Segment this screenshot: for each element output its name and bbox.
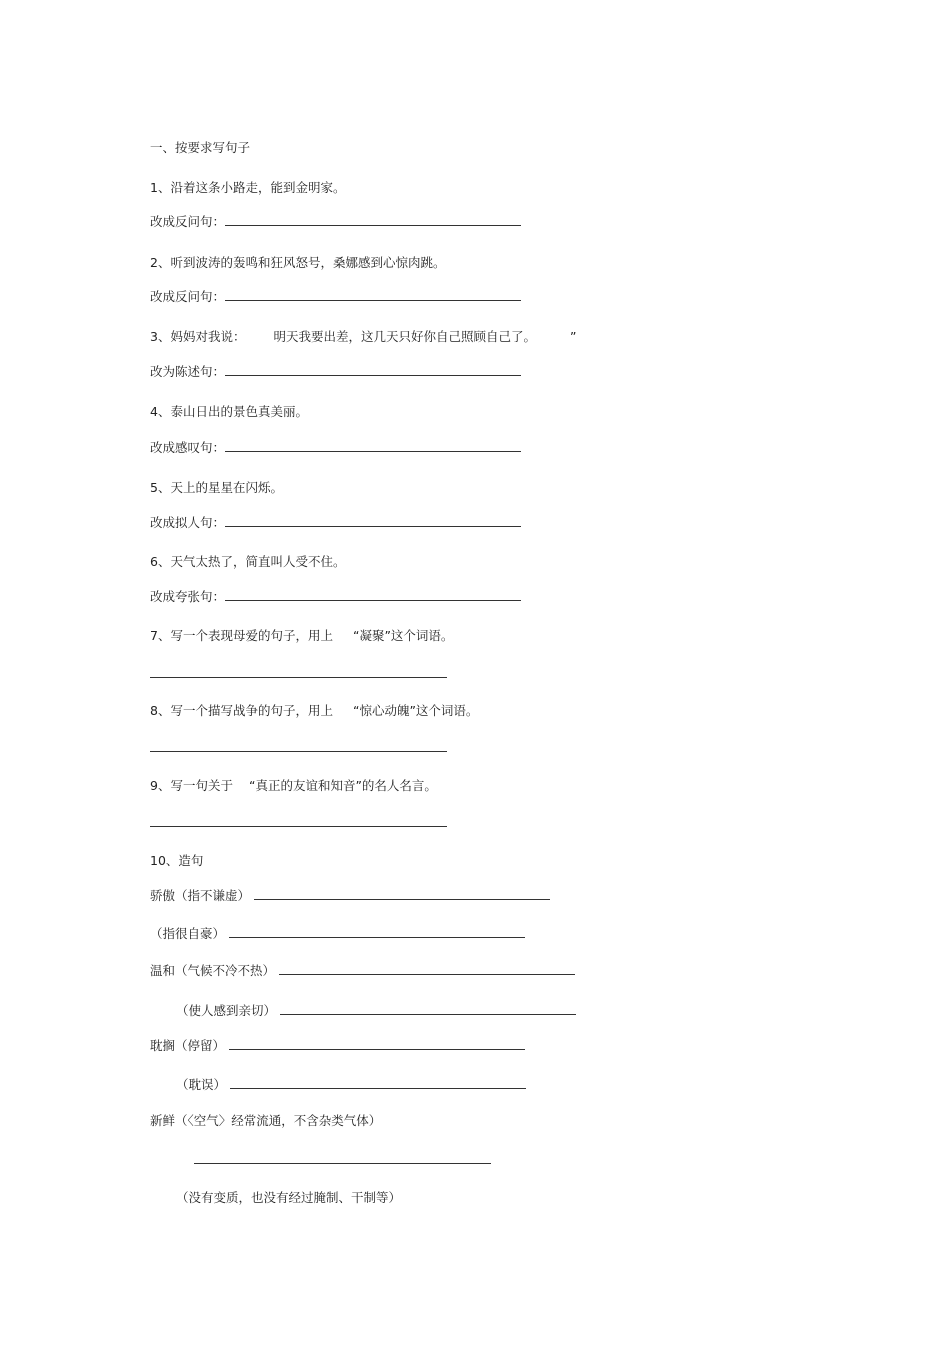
answer-blank[interactable] [225, 215, 521, 226]
task-label: 改为陈述句： [150, 364, 226, 379]
question-3-quote: 明天我要出差，这几天只好你自己照顾自己了。 [273, 329, 536, 344]
task-label: 改成感叹句： [150, 440, 226, 455]
question-3-task [150, 364, 521, 380]
section-heading: 一、按要求写句子 [150, 140, 251, 155]
question-4-task [150, 440, 521, 456]
answer-blank[interactable] [225, 441, 521, 452]
sentence-wenhe-1 [150, 963, 575, 979]
answer-blank[interactable] [225, 516, 521, 527]
question-5: 5、天上的星星在闪烁。 [150, 480, 283, 495]
word-label: （使人感到亲切） [176, 1003, 277, 1018]
answer-line[interactable] [150, 826, 447, 827]
answer-blank[interactable] [254, 889, 550, 900]
answer-blank[interactable] [229, 1039, 525, 1050]
word-label: （指很自豪） [150, 926, 226, 941]
question-3-close-quote: ” [569, 329, 577, 344]
word-label: （耽误） [176, 1077, 227, 1092]
answer-blank[interactable] [279, 964, 575, 975]
word-label: 耽搁（停留） [150, 1038, 226, 1053]
question-7-prefix: 7、写一个表现母爱的句子，用上 [150, 628, 333, 643]
word-label: 温和（气候不冷不热） [150, 963, 276, 978]
answer-blank[interactable] [280, 1004, 576, 1015]
question-6-task [150, 589, 521, 605]
answer-line[interactable] [194, 1163, 491, 1164]
task-label: 改成拟人句： [150, 515, 226, 530]
question-9 [150, 778, 437, 794]
answer-line[interactable] [150, 677, 447, 678]
sentence-jiaoao-2 [150, 926, 525, 942]
answer-blank[interactable] [229, 927, 525, 938]
answer-blank[interactable] [225, 290, 521, 301]
answer-blank[interactable] [225, 365, 521, 376]
question-6: 6、天气太热了，简直叫人受不住。 [150, 554, 346, 569]
question-1: 1、沿着这条小路走，能到金明家。 [150, 180, 346, 195]
sentence-xinxian-2: （没有变质，也没有经过腌制、干制等） [176, 1190, 402, 1205]
question-2: 2、听到波涛的轰鸣和狂风怒号，桑娜感到心惊肉跳。 [150, 255, 446, 270]
question-7-word: “凝聚”这个词语。 [352, 628, 454, 643]
question-1-task [150, 214, 521, 230]
question-8-word: “惊心动魄”这个词语。 [352, 703, 479, 718]
task-label: 改成夸张句： [150, 589, 226, 604]
question-3 [150, 329, 576, 345]
question-7 [150, 628, 453, 644]
question-3-prefix: 3、妈妈对我说： [150, 329, 246, 344]
question-2-task [150, 289, 521, 305]
sentence-wenhe-2 [176, 1003, 576, 1019]
question-8-prefix: 8、写一个描写战争的句子，用上 [150, 703, 333, 718]
answer-line[interactable] [150, 751, 447, 752]
task-label: 改成反问句： [150, 289, 226, 304]
sentence-danwu-2 [176, 1077, 526, 1093]
answer-blank[interactable] [230, 1078, 526, 1089]
sentence-jiaoao-1 [150, 888, 550, 904]
question-5-task [150, 515, 521, 531]
question-4: 4、泰山日出的景色真美丽。 [150, 404, 308, 419]
sentence-xinxian-1: 新鲜（〈空气〉经常流通，不含杂类气体） [150, 1113, 382, 1128]
question-10-title: 10、造句 [150, 853, 204, 868]
answer-blank[interactable] [225, 590, 521, 601]
sentence-danwu-1 [150, 1038, 525, 1054]
question-9-word: “真正的友谊和知音”的名人名言。 [248, 778, 437, 793]
word-label: 骄傲（指不谦虚） [150, 888, 251, 903]
task-label: 改成反问句： [150, 214, 226, 229]
question-8 [150, 703, 478, 719]
question-9-prefix: 9、写一句关于 [150, 778, 233, 793]
